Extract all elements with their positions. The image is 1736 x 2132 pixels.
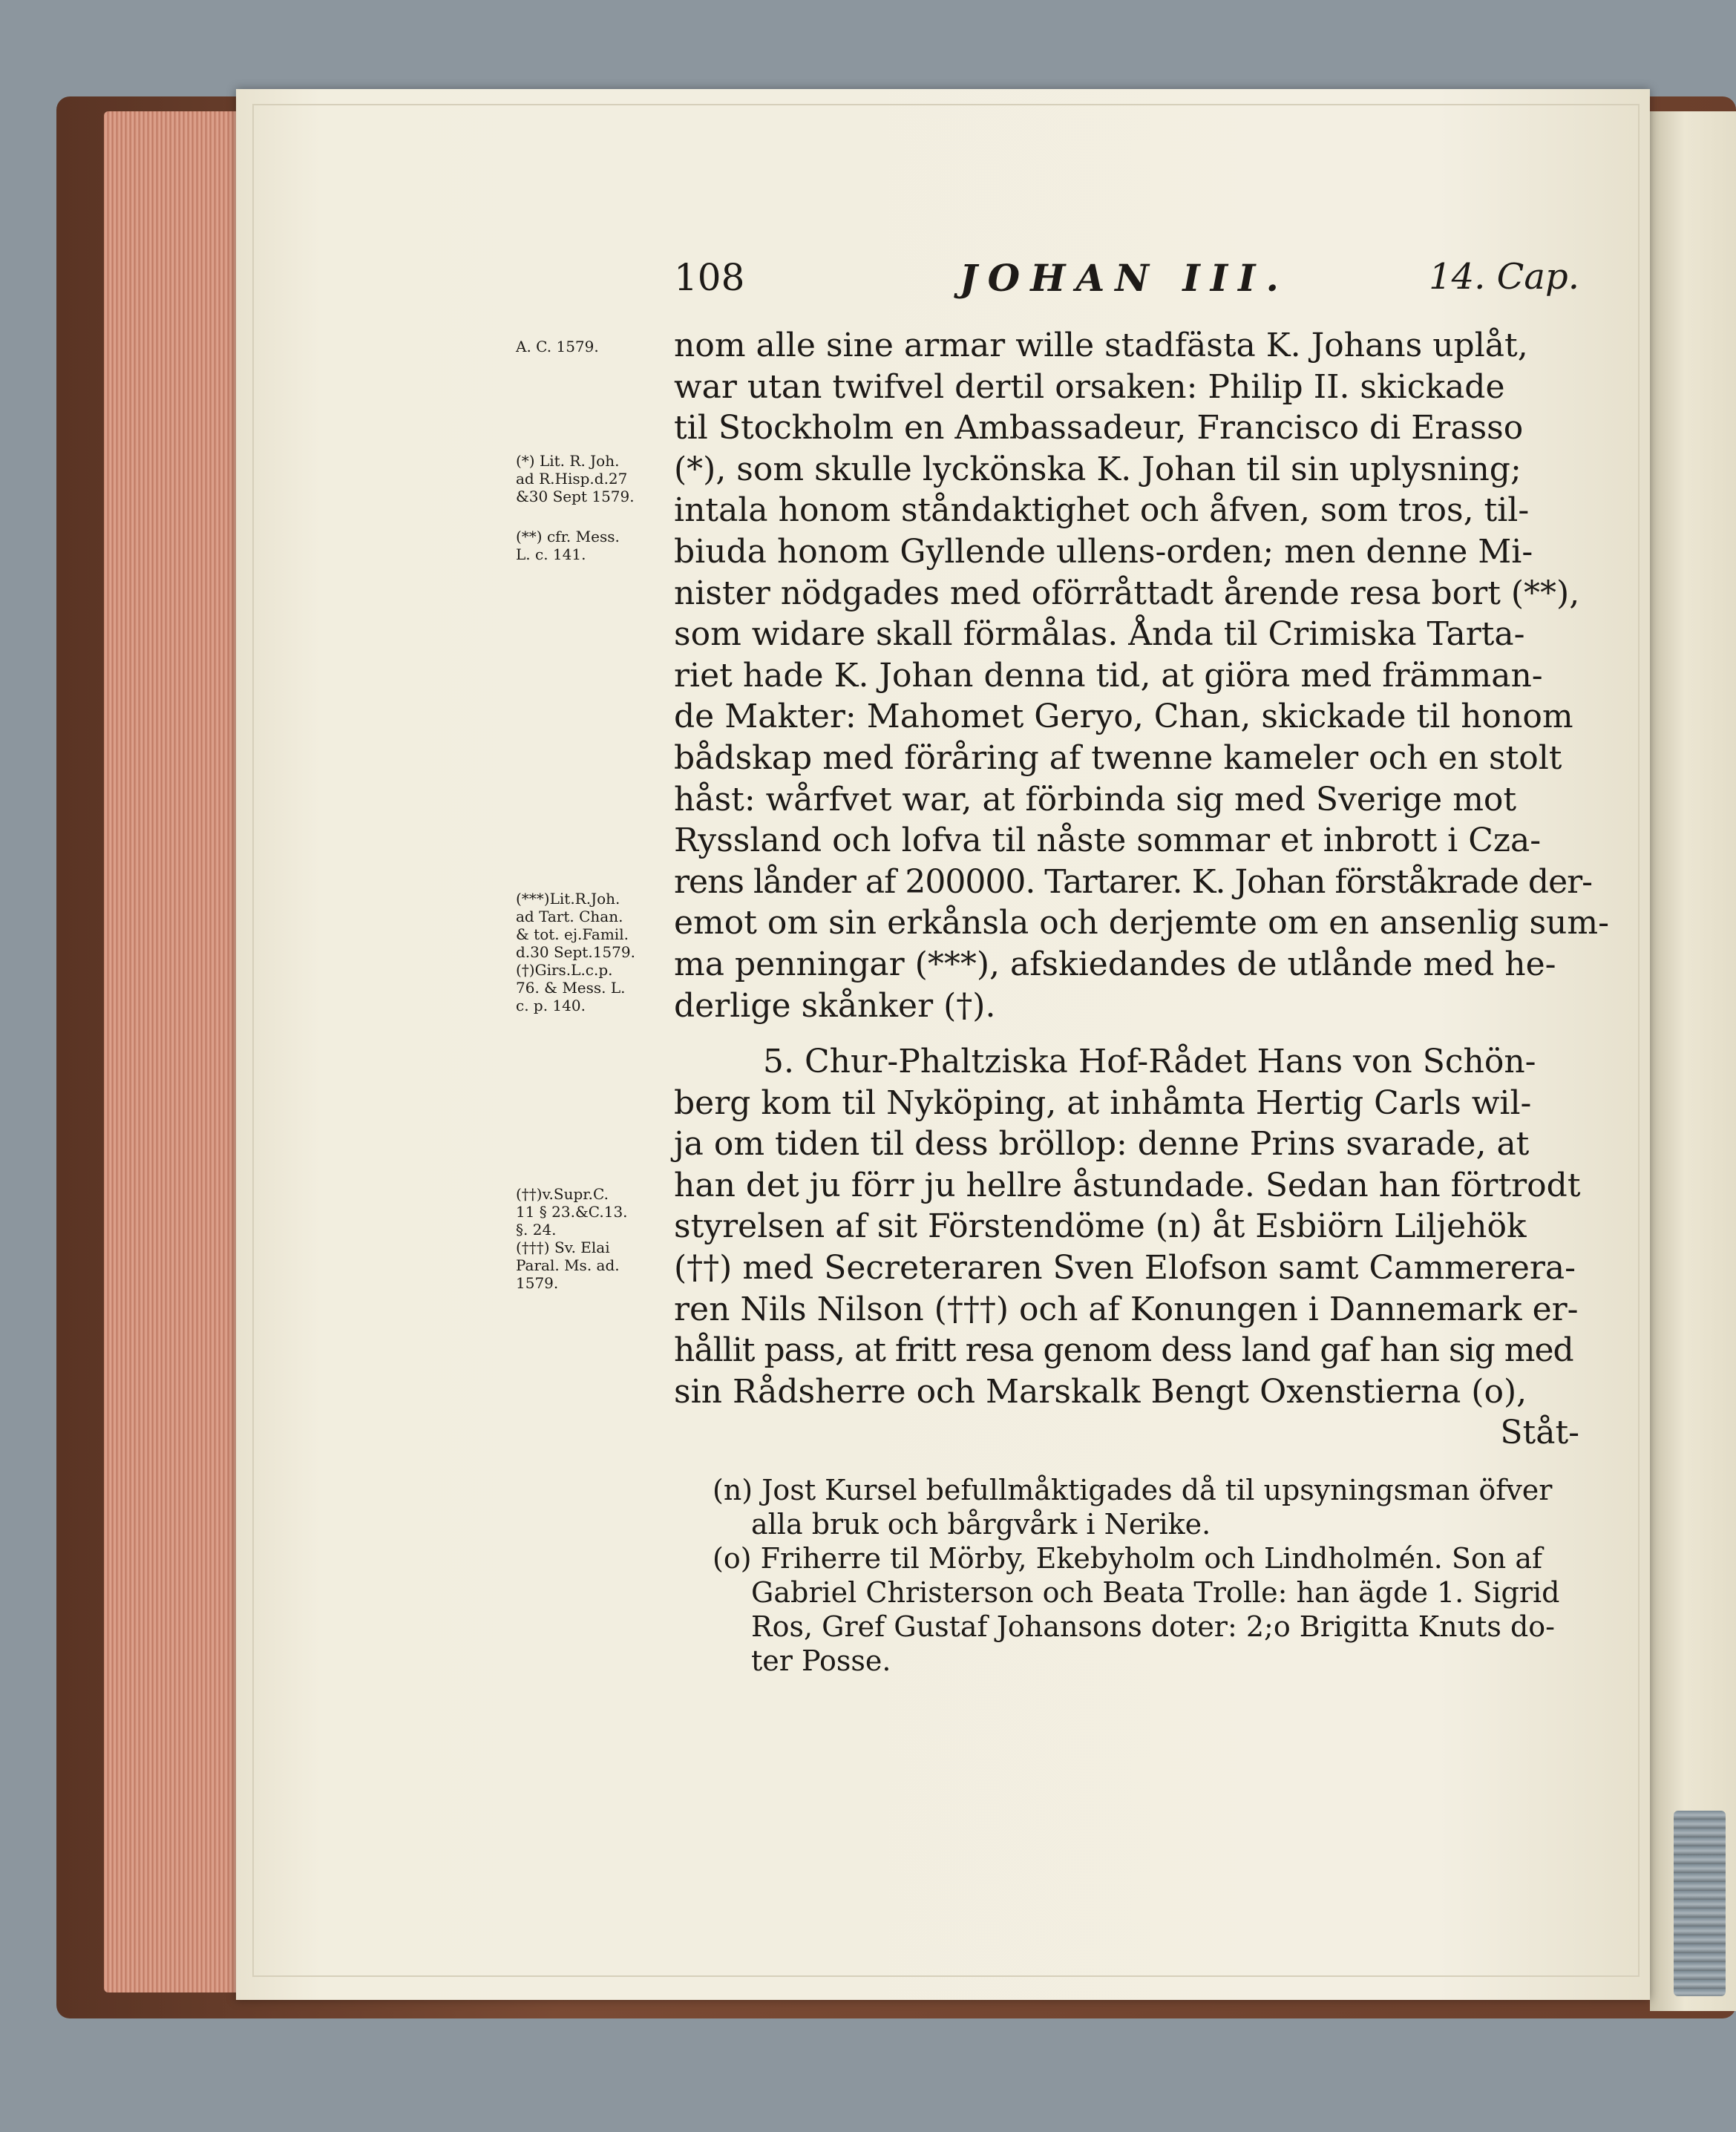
text-line: (*), som skulle lyckönska K. Johan til sin uplysning;	[674, 450, 1522, 488]
text-line: Ryssland och lofva til nåste sommar et inbrott i Cza-	[674, 821, 1542, 860]
headband	[1674, 1811, 1726, 1996]
text-line: de Makter: Mahomet Geryo, Chan, skickade til honom	[674, 698, 1573, 736]
footnote-line: ter Posse.	[751, 1644, 891, 1677]
body-text	[674, 325, 1609, 1454]
text-line: hållit pass, at fritt resa genom dess land gaf han sig med	[674, 1331, 1573, 1370]
text-line: ma penningar (***), afskiedandes de utlånde med he-	[674, 945, 1556, 983]
margin-note: (**) cfr. Mess. L. c. 141.	[516, 528, 620, 563]
text-line: håst: wårfvet war, at förbinda sig med Sverige mot	[674, 780, 1517, 819]
text-line: ren Nils Nilson (†††) och af Konungen i Dannemark er-	[674, 1290, 1579, 1328]
page-number: 108	[674, 256, 745, 299]
footnote-line: alla bruk och bårgvårk i Nerike.	[751, 1508, 1211, 1541]
text-line: 5. Chur-Phaltziska Hof-Rådet Hans von Schön-	[763, 1043, 1536, 1081]
running-head	[674, 256, 1579, 315]
footnote-line: Gabriel Christerson och Beata Trolle: han ägde 1. Sigrid	[751, 1576, 1560, 1609]
text-line: (††) med Secreteraren Sven Elofson samt Cammerera-	[674, 1249, 1576, 1288]
catchword: Ståt-	[1500, 1414, 1579, 1452]
text-line: bådskap med föråring af twenne kameler och en stolt	[674, 738, 1562, 777]
text-line: til Stockholm en Ambassadeur, Francisco di Erasso	[674, 409, 1524, 447]
text-line: rens lånder af 200000. Tartarer. K. Johan förståkrade der-	[674, 862, 1593, 901]
facing-page-edge	[1650, 111, 1736, 2011]
footnote-line: (o) Friherre til Mörby, Ekebyholm och Lindholmén. Son af	[713, 1542, 1543, 1575]
text-line: nom alle sine armar wille stadfästa K. Johans uplåt,	[674, 327, 1528, 364]
margin-notes	[516, 338, 668, 1296]
chapter-label: 14. Cap.	[1429, 256, 1579, 298]
text-line: biuda honom Gyllende ullens-orden; men denne Mi-	[674, 532, 1533, 571]
margin-note: (***)Lit.R.Joh. ad Tart. Chan. & tot. ej.Famil. d.30 Sept.1579. (†)Girs.L.c.p. 76. & Mess. L. c. p. 140.	[516, 890, 635, 1014]
running-title: JOHAN III.	[960, 256, 1289, 300]
footnote-line: (n) Jost Kursel befullmåktigades då til upsyningsman öfver	[713, 1474, 1553, 1506]
text-line: derlige skånker (†).	[674, 986, 996, 1025]
text-line: som widare skall förmålas. Ånda til Crimiska Tarta-	[674, 615, 1525, 654]
page-edges	[104, 111, 245, 1992]
text-line: styrelsen af sit Förstendöme (n) åt Esbiörn Liljehök	[674, 1207, 1527, 1246]
text-line: han det ju förr ju hellre åstundade. Sedan han förtrodt	[674, 1166, 1581, 1204]
text-line: nister nödgades med oförråttadt årende resa bort (**),	[674, 574, 1580, 612]
text-line: ja om tiden til dess bröllop: denne Prins svarade, at	[674, 1125, 1530, 1164]
footnotes	[713, 1473, 1585, 1678]
margin-note: (*) Lit. R. Joh. ad R.Hisp.d.27 &30 Sept 1579.	[516, 452, 635, 505]
text-line: intala honom ståndaktighet och åfven, som tros, til-	[674, 491, 1530, 530]
text-line: berg kom til Nyköping, at inhåmta Hertig Carls wil-	[674, 1083, 1532, 1122]
paragraph-gap	[674, 1026, 1579, 1041]
text-line: sin Rådsherre och Marskalk Bengt Oxenstierna (o),	[674, 1372, 1527, 1411]
text-line: riet hade K. Johan denna tid, at giöra med främman-	[674, 656, 1543, 695]
footnote-line: Ros, Gref Gustaf Johansons doter: 2;o Brigitta Knuts do-	[751, 1610, 1556, 1643]
text-line: emot om sin erkånsla och derjemte om en ansenlig sum-	[674, 904, 1609, 942]
margin-note: (††)v.Supr.C. 11 § 23.&C.13. §. 24. (†††) Sv. Elai Paral. Ms. ad. 1579.	[516, 1185, 628, 1292]
text-line: war utan twifvel dertil orsaken: Philip II. skickade	[674, 367, 1505, 406]
margin-note: A. C. 1579.	[516, 338, 599, 355]
